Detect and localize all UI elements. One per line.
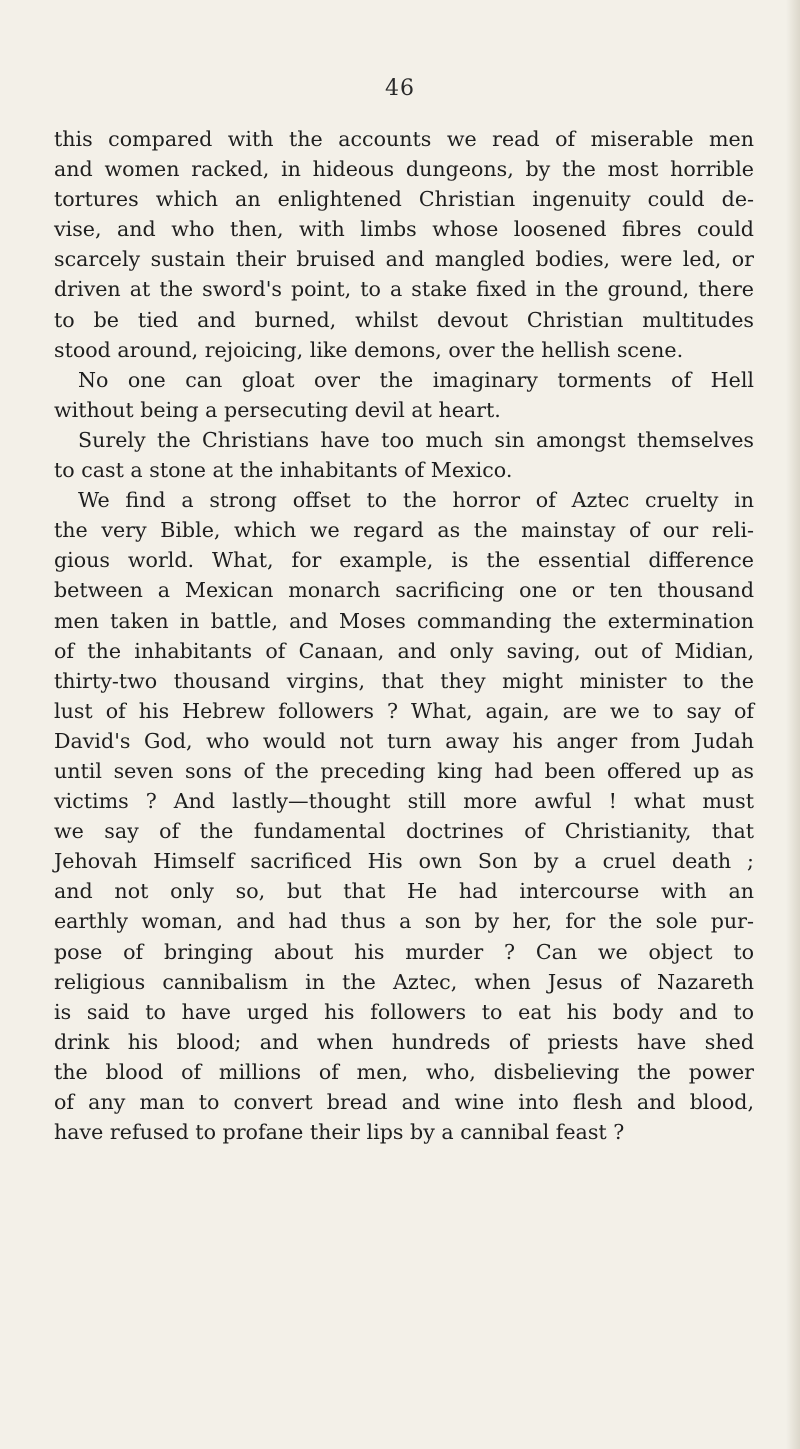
text-line: stood around, rejoicing, like demons, over the hellish scene. xyxy=(54,337,684,362)
text-line: driven at the sword's point, to a stake fixed in the ground, there xyxy=(54,277,754,302)
body-text xyxy=(54,124,754,1147)
text-line: No one can gloat over the imaginary torments of Hell xyxy=(78,367,754,392)
text-line: men taken in battle, and Moses commanding the extermination xyxy=(54,608,754,633)
text-line: thirty-two thousand virgins, that they might minister to the xyxy=(54,668,754,693)
text-line: Jehovah Himself sacrificed His own Son by a cruel death ; xyxy=(54,849,754,874)
text-line: without being a persecuting devil at heart. xyxy=(54,397,501,422)
text-line: earthly woman, and had thus a son by her, for the sole pur- xyxy=(54,909,754,934)
page-edge-shadow xyxy=(786,0,800,1449)
text-line: David's God, who would not turn away his anger from Judah xyxy=(54,728,754,753)
text-line: to cast a stone at the inhabitants of Mexico. xyxy=(54,458,513,483)
text-line: pose of bringing about his murder ? Can we object to xyxy=(54,939,754,964)
text-line: is said to have urged his followers to eat his body and to xyxy=(54,999,754,1024)
text-line: victims ? And lastly—thought still more awful ! what must xyxy=(54,789,754,814)
text-line: this compared with the accounts we read of miserable men xyxy=(54,127,754,151)
text-line: of any man to convert bread and wine into flesh and blood, xyxy=(54,1090,754,1114)
text-line: gious world. What, for example, is the essential difference xyxy=(54,548,754,573)
text-line: until seven sons of the preceding king had been offered up as xyxy=(54,758,754,783)
text-line: tortures which an enlightened Christian ingenuity could de- xyxy=(54,187,754,212)
text-line: lust of his Hebrew followers ? What, again, are we to say of xyxy=(54,698,754,723)
text-line: We find a strong offset to the horror of Aztec cruelty in xyxy=(78,488,754,513)
text-line: to be tied and burned, whilst devout Christian multitudes xyxy=(54,307,754,332)
text-line: Surely the Christians have too much sin amongst themselves xyxy=(78,427,754,452)
text-line: vise, and who then, with limbs whose loosened fibres could xyxy=(54,217,754,242)
text-line: between a Mexican monarch sacrificing one or ten thousand xyxy=(54,578,754,603)
text-line: the very Bible, which we regard as the mainstay of our reli- xyxy=(54,518,754,543)
text-line: religious cannibalism in the Aztec, when Jesus of Nazareth xyxy=(54,969,754,994)
text-line: the blood of millions of men, who, disbelieving the power xyxy=(54,1059,754,1084)
text-line: scarcely sustain their bruised and mangled bodies, were led, or xyxy=(54,247,754,272)
text-line: and not only so, but that He had intercourse with an xyxy=(54,879,754,904)
text-line: and women racked, in hideous dungeons, by the most horrible xyxy=(54,157,754,182)
page-number: 46 xyxy=(385,76,415,101)
text-line: of the inhabitants of Canaan, and only saving, out of Midian, xyxy=(54,638,754,663)
text-line: have refused to profane their lips by a cannibal feast ? xyxy=(54,1120,625,1145)
text-line: drink his blood; and when hundreds of priests have shed xyxy=(54,1029,754,1054)
text-line: we say of the fundamental doctrines of Christianity, that xyxy=(54,819,754,844)
